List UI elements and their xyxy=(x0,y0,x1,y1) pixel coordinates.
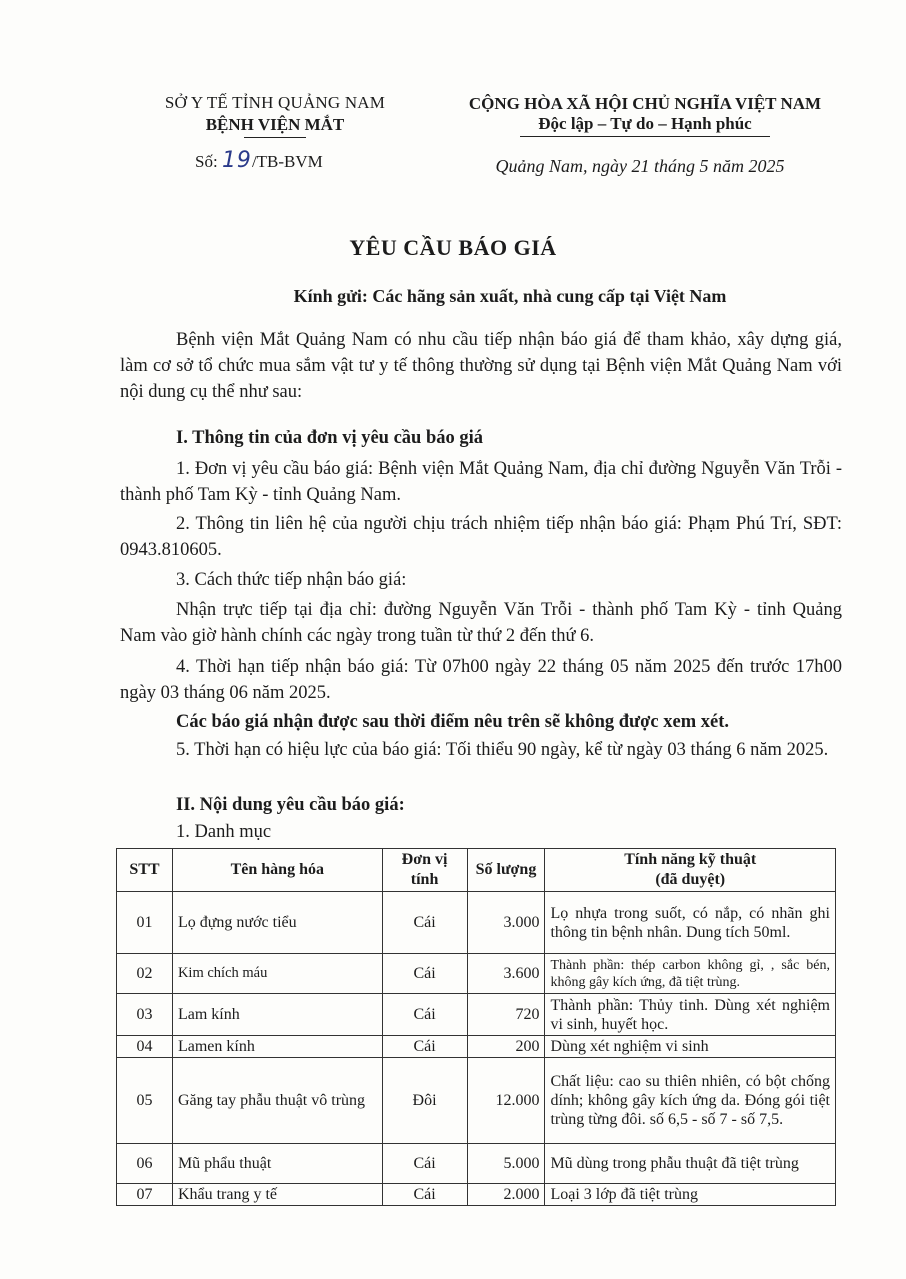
cell-unit: Cái xyxy=(382,1184,467,1206)
section-1-item-2: 2. Thông tin liên hệ của người chịu trách nhiệm tiếp nhận báo giá: Phạm Phú Trí, SĐT: 0943.810605. xyxy=(120,514,842,560)
cell-stt: 07 xyxy=(117,1184,173,1206)
cell-unit: Cái xyxy=(382,1144,467,1184)
republic-name: CỘNG HÒA XÃ HỘI CHỦ NGHĨA VIỆT NAM xyxy=(468,94,822,113)
table-header-row xyxy=(117,849,836,892)
table-row xyxy=(117,1144,836,1184)
items-table xyxy=(116,848,836,1206)
cell-unit: Cái xyxy=(382,994,467,1036)
handwritten-number: 19 xyxy=(221,148,252,173)
table-row xyxy=(117,954,836,994)
cell-name: Lam kính xyxy=(172,994,382,1036)
table-row xyxy=(117,1184,836,1206)
cell-stt: 03 xyxy=(117,994,173,1036)
intro-paragraph: Bệnh viện Mắt Quảng Nam có nhu cầu tiếp nhận báo giá để tham khảo, xây dựng giá, làm cơ sở tổ chức mua sắm vật tư y tế thông thường sử dụng tại Bệnh viện Mắt Quảng Nam với nội dung cụ thể như sau: xyxy=(120,330,842,402)
cell-qty: 12.000 xyxy=(467,1058,545,1144)
hospital-underline xyxy=(244,137,306,138)
document-date: Quảng Nam, ngày 21 tháng 5 năm 2025 xyxy=(495,156,785,176)
cell-feature: Thành phần: thép carbon không gỉ, , sắc bén, không gây kích ứng, đã tiệt trùng. xyxy=(545,954,836,994)
cell-name: Khẩu trang y tế xyxy=(172,1184,382,1206)
document-title: YÊU CẦU BÁO GIÁ xyxy=(349,235,557,260)
cell-feature: Chất liệu: cao su thiên nhiên, có bột chống dính; không gây kích ứng da. Đóng gói tiệt trùng từng đôi. số 6,5 - số 7 - số 7,5. xyxy=(545,1058,836,1144)
number-suffix: /TB-BVM xyxy=(251,152,323,171)
issuing-authority xyxy=(120,92,430,138)
cell-feature: Loại 3 lớp đã tiệt trùng xyxy=(545,1184,836,1206)
section-2-heading: II. Nội dung yêu cầu báo giá: xyxy=(176,795,405,815)
cell-stt: 05 xyxy=(117,1058,173,1144)
cell-stt: 06 xyxy=(117,1144,173,1184)
section-1-item-1: 1. Đơn vị yêu cầu báo giá: Bệnh viện Mắt Quảng Nam, địa chỉ đường Nguyễn Văn Trỗi - thành phố Tam Kỳ - tỉnh Quảng Nam. xyxy=(120,459,842,505)
cell-qty: 5.000 xyxy=(467,1144,545,1184)
cell-unit: Cái xyxy=(382,892,467,954)
motto-underline xyxy=(520,136,770,137)
cell-name: Mũ phẩu thuật xyxy=(172,1144,382,1184)
table-row xyxy=(117,1058,836,1144)
recipient-line: Kính gửi: Các hãng sản xuất, nhà cung cấp tại Việt Nam xyxy=(293,286,727,306)
cell-qty: 3.000 xyxy=(467,892,545,954)
table-row xyxy=(117,892,836,954)
department-name: SỞ Y TẾ TỈNH QUẢNG NAM xyxy=(164,93,386,112)
header-feature-line-1: Tính năng kỹ thuật xyxy=(624,851,757,868)
section-1-item-3: 3. Cách thức tiếp nhận báo giá: xyxy=(176,570,407,590)
section-1-item-3-detail: Nhận trực tiếp tại địa chỉ: đường Nguyễn Văn Trỗi - thành phố Tam Kỳ - tỉnh Quảng Nam vào giờ hành chính các ngày trong tuần từ thứ 2 đến thứ 6. xyxy=(120,600,842,646)
document-number xyxy=(195,148,323,173)
cell-unit: Đôi xyxy=(382,1058,467,1144)
cell-unit: Cái xyxy=(382,954,467,994)
cell-feature: Thành phần: Thủy tinh. Dùng xét nghiệm vi sinh, huyết học. xyxy=(545,994,836,1036)
table-row xyxy=(117,994,836,1036)
cell-qty: 3.600 xyxy=(467,954,545,994)
cell-stt: 04 xyxy=(117,1036,173,1058)
section-1-heading: I. Thông tin của đơn vị yêu cầu báo giá xyxy=(176,428,484,448)
cell-qty: 720 xyxy=(467,994,545,1036)
cell-name: Găng tay phẫu thuật vô trùng xyxy=(172,1058,382,1144)
deadline-warning: Các báo giá nhận được sau thời điểm nêu trên sẽ không được xem xét. xyxy=(176,712,729,732)
cell-feature: Lọ nhựa trong suốt, có nắp, có nhãn ghi thông tin bệnh nhân. Dung tích 50ml. xyxy=(545,892,836,954)
cell-stt: 01 xyxy=(117,892,173,954)
section-2-sub-1: 1. Danh mục xyxy=(176,822,272,842)
section-1-item-4: 4. Thời hạn tiếp nhận báo giá: Từ 07h00 ngày 22 tháng 05 năm 2025 đến trước 17h00 ngày 03 tháng 06 năm 2025. xyxy=(120,657,842,703)
cell-stt: 02 xyxy=(117,954,173,994)
cell-qty: 200 xyxy=(467,1036,545,1058)
national-header xyxy=(440,94,850,137)
cell-feature: Mũ dùng trong phẫu thuật đã tiệt trùng xyxy=(545,1144,836,1184)
section-1-item-5: 5. Thời hạn có hiệu lực của báo giá: Tối thiểu 90 ngày, kể từ ngày 03 tháng 6 năm 2025. xyxy=(176,740,829,760)
header-feature xyxy=(545,849,836,892)
header-stt: STT xyxy=(117,849,173,892)
cell-feature: Dùng xét nghiệm vi sinh xyxy=(545,1036,836,1058)
cell-name: Kim chích máu xyxy=(172,954,382,994)
cell-qty: 2.000 xyxy=(467,1184,545,1206)
table-row xyxy=(117,1036,836,1058)
header-name: Tên hàng hóa xyxy=(172,849,382,892)
header-unit: Đơn vị tính xyxy=(382,849,467,892)
national-motto: Độc lập – Tự do – Hạnh phúc xyxy=(538,114,752,133)
header-qty: Số lượng xyxy=(467,849,545,892)
cell-name: Lọ đựng nước tiểu xyxy=(172,892,382,954)
hospital-name: BỆNH VIỆN MẮT xyxy=(205,115,345,134)
cell-unit: Cái xyxy=(382,1036,467,1058)
cell-name: Lamen kính xyxy=(172,1036,382,1058)
number-prefix: Số: xyxy=(195,152,222,171)
header-feature-line-2: (đã duyệt) xyxy=(655,871,726,888)
